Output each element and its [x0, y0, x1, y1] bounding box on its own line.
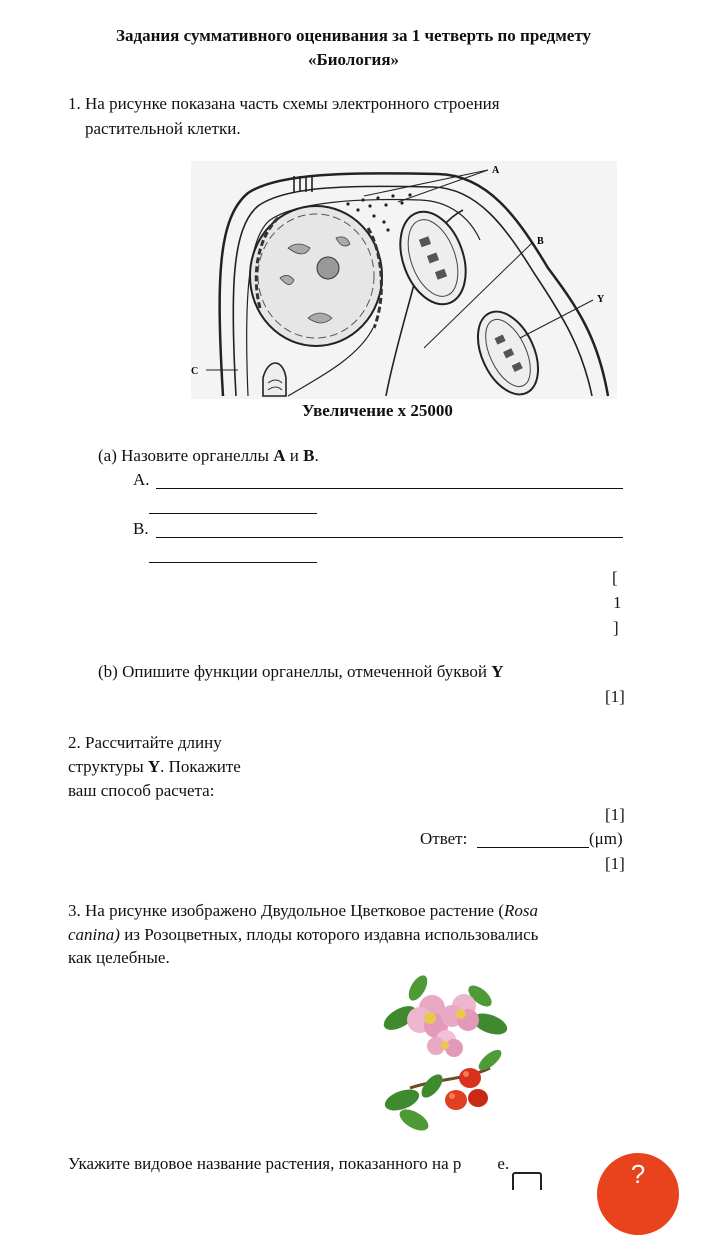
q2-unit: (μm) — [589, 829, 623, 848]
q1-text-line2: растительной клетки. — [85, 119, 241, 138]
toolbar-icon[interactable] — [512, 1172, 542, 1190]
mark-value: 1 — [613, 593, 622, 612]
magnification-caption: Увеличение х 25000 — [302, 401, 453, 420]
q2-answer-label: Ответ: — [420, 829, 468, 848]
answer-b-line-1[interactable] — [156, 537, 623, 538]
help-fab-button[interactable] — [597, 1153, 679, 1235]
q2-line2: структуры Y. Покажите — [68, 757, 241, 776]
label-y: Y — [597, 294, 605, 305]
answer-b-line-2[interactable] — [149, 562, 317, 563]
mark-close-bracket: ] — [613, 618, 619, 637]
answer-a-line-1[interactable] — [156, 488, 623, 489]
answer-b-label: B. — [133, 519, 149, 538]
doc-title-line2: «Биология» — [307, 50, 400, 69]
q2-line3: ваш способ расчета: — [68, 781, 215, 800]
label-b: B — [537, 236, 544, 247]
q3-bottom-text: Укажите видовое название растения, показанного на р е. — [68, 1154, 510, 1173]
question-icon: ? — [630, 1159, 646, 1189]
q2-mark-2: [1] — [605, 854, 625, 873]
q3-line1: 3. На рисунке изображено Двудольное Цветковое растение (Rosa — [68, 901, 538, 920]
answer-a-line-2[interactable] — [149, 513, 317, 514]
q3-line2: canina) из Розоцветных, плоды которого издавна использовались — [68, 925, 539, 944]
q3-line3: как целебные. — [68, 948, 170, 967]
q1-part-b-text: (b) Опишите функции органеллы, отмеченной буквой Y — [98, 662, 504, 681]
label-a: A — [492, 165, 500, 176]
answer-a-label: A. — [133, 470, 150, 489]
label-c: C — [191, 366, 199, 377]
q1-part-b-mark: [1] — [605, 687, 625, 706]
q2-line1: 2. Рассчитайте длину — [68, 733, 222, 752]
cell-diagram — [188, 158, 628, 402]
q2-answer-line[interactable] — [477, 847, 589, 848]
rosa-canina-image — [370, 968, 530, 1148]
doc-title-line1: Задания суммативного оценивания за 1 четверть по предмету — [116, 26, 591, 45]
q1-text-line1: 1. На рисунке показана часть схемы электронного строения — [68, 94, 500, 113]
q1-part-a-text: (а) Назовите органеллы A и B. — [98, 446, 319, 465]
q2-mark-1: [1] — [605, 805, 625, 824]
mark-open-bracket: [ — [612, 568, 618, 587]
